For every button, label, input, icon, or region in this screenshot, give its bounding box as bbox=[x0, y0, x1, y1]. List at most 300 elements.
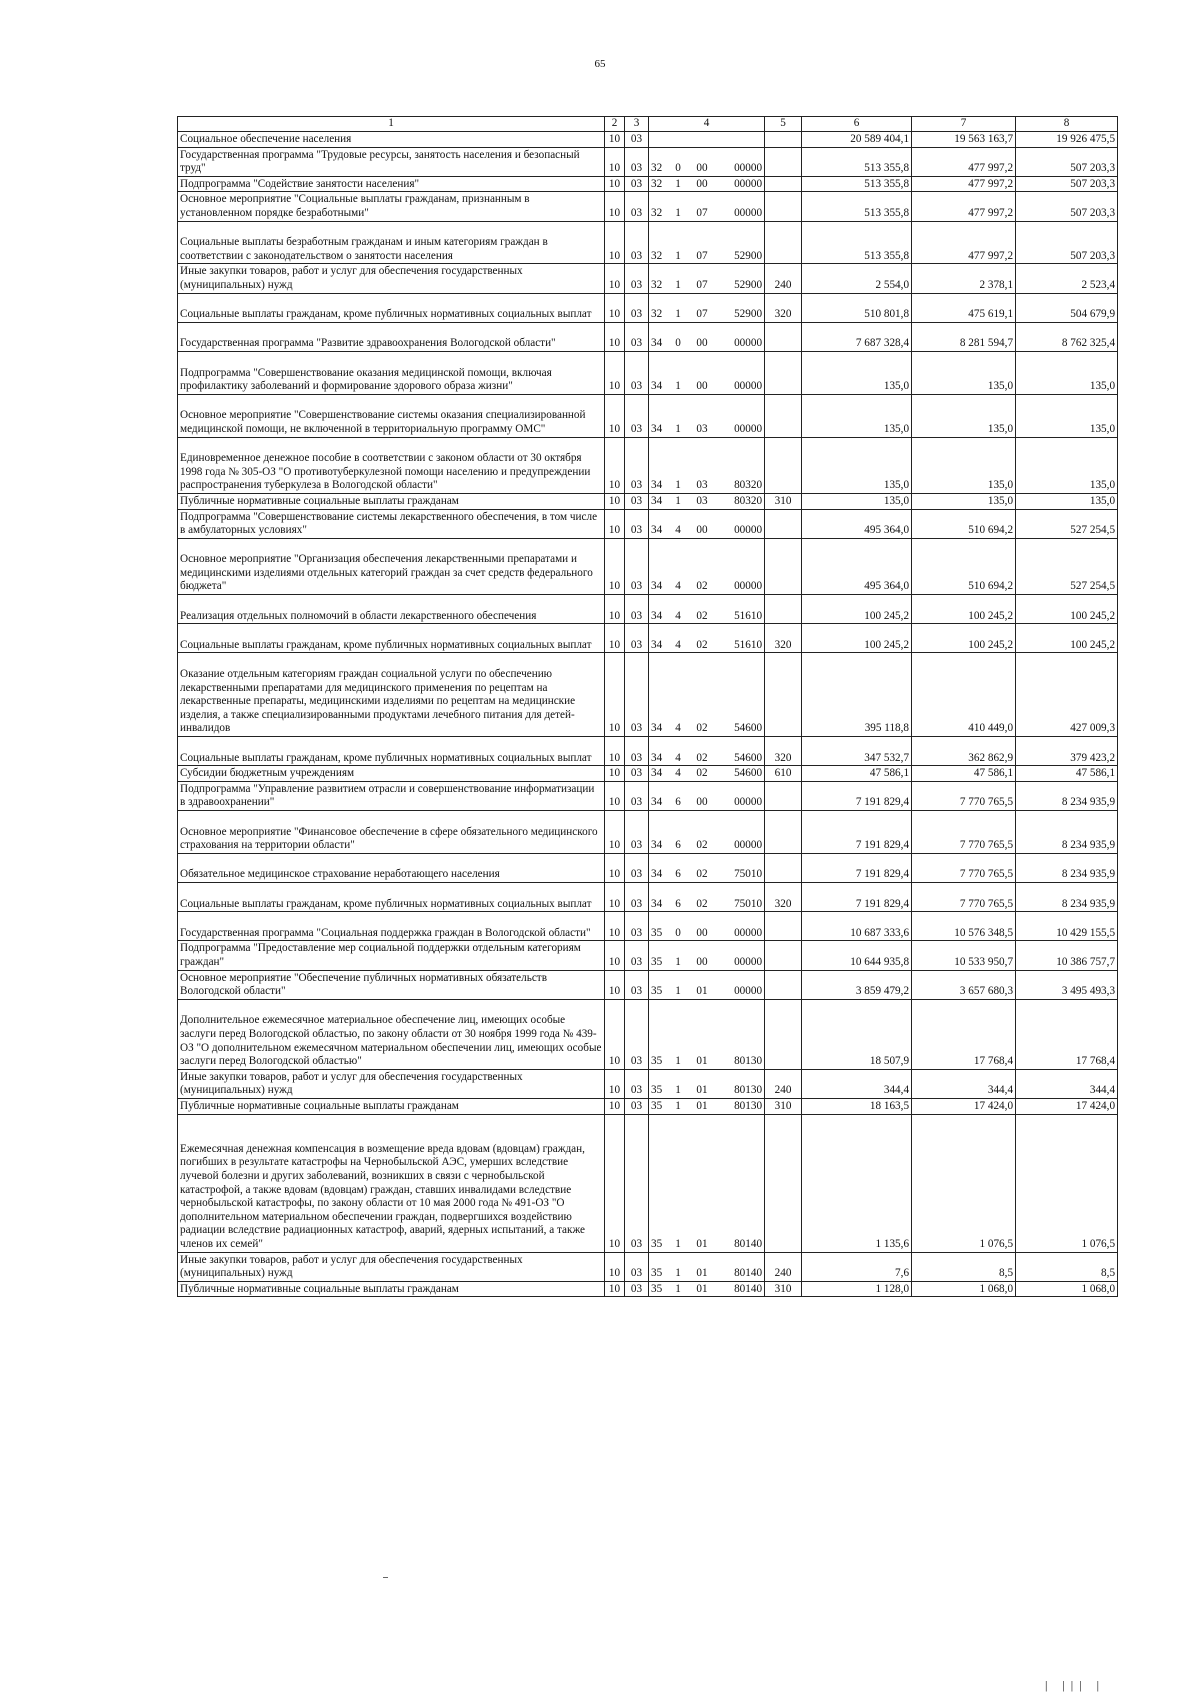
row-value-year1: 1 128,0 bbox=[802, 1281, 912, 1297]
row-value-year1: 510 801,8 bbox=[802, 293, 912, 322]
row-expense-type bbox=[765, 653, 802, 737]
row-value-year2: 135,0 bbox=[912, 351, 1016, 394]
row-subsection: 03 bbox=[625, 509, 649, 538]
row-name: Публичные нормативные социальные выплаты гражданам bbox=[178, 1098, 605, 1114]
row-expense-code: 00000 bbox=[718, 147, 765, 176]
row-expense-code: 00000 bbox=[718, 781, 765, 810]
row-expense-code: 75010 bbox=[718, 853, 765, 882]
row-subsection: 03 bbox=[625, 176, 649, 192]
row-expense-code: 51610 bbox=[718, 595, 765, 624]
row-value-year3: 1 068,0 bbox=[1016, 1281, 1118, 1297]
row-value-year2: 410 449,0 bbox=[912, 653, 1016, 737]
row-subprogram: 6 bbox=[670, 883, 687, 912]
row-value-year3: 10 386 757,7 bbox=[1016, 941, 1118, 970]
row-program bbox=[649, 132, 670, 148]
row-value-year3: 135,0 bbox=[1016, 351, 1118, 394]
row-value-year1: 2 554,0 bbox=[802, 264, 912, 293]
row-expense-type bbox=[765, 595, 802, 624]
row-subprogram: 1 bbox=[670, 176, 687, 192]
row-expense-type bbox=[765, 999, 802, 1069]
table-row bbox=[178, 737, 1118, 766]
row-program: 35 bbox=[649, 1252, 670, 1281]
row-program: 34 bbox=[649, 653, 670, 737]
row-expense-code: 52900 bbox=[718, 293, 765, 322]
row-subprogram: 6 bbox=[670, 811, 687, 854]
row-name: Иные закупки товаров, работ и услуг для обеспечения государственных (муниципальных) нужд bbox=[178, 264, 605, 293]
row-expense-type bbox=[765, 437, 802, 493]
table-row bbox=[178, 493, 1118, 509]
row-expense-type: 320 bbox=[765, 624, 802, 653]
row-section: 10 bbox=[605, 999, 625, 1069]
row-value-year2: 17 768,4 bbox=[912, 999, 1016, 1069]
row-value-year2: 477 997,2 bbox=[912, 221, 1016, 264]
row-direction: 00 bbox=[687, 941, 718, 970]
table-row bbox=[178, 970, 1118, 999]
row-value-year3: 8 234 935,9 bbox=[1016, 853, 1118, 882]
row-section: 10 bbox=[605, 132, 625, 148]
row-name: Ежемесячная денежная компенсация в возмещение вреда вдовам (вдовцам) граждан, погибших в результате катастрофы на Чернобыльской АЭС, умерших вследствие лучевой болезни и других заболеваний, возникших в связи с чернобыльской катастрофой, а также вдовам (вдовцам) граждан, ставших инвалидами вследствие чернобыльской катастрофы, по закону области от 10 мая 2000 года № 491-ОЗ "О дополнительном материальном обеспечении граждан, подвергшихся воздействию радиации вследствие радиационных катастроф, аварий, ядерных испытаний, а также членов их семей" bbox=[178, 1114, 605, 1252]
row-subsection: 03 bbox=[625, 883, 649, 912]
row-direction: 01 bbox=[687, 970, 718, 999]
row-value-year3: 507 203,3 bbox=[1016, 192, 1118, 221]
row-value-year1: 3 859 479,2 bbox=[802, 970, 912, 999]
row-expense-type: 320 bbox=[765, 883, 802, 912]
row-subsection: 03 bbox=[625, 538, 649, 594]
row-program: 34 bbox=[649, 766, 670, 782]
row-name: Социальное обеспечение населения bbox=[178, 132, 605, 148]
row-name: Иные закупки товаров, работ и услуг для обеспечения государственных (муниципальных) нужд bbox=[178, 1069, 605, 1098]
row-name: Оказание отдельным категориям граждан социальной услуги по обеспечению лекарственными препаратами для медицинского применения по рецептам на лекарственные препараты, медицинскими изделиями по рецептам на медицинские изделия, а также специализированными продуктами лечебного питания для детей-инвалидов bbox=[178, 653, 605, 737]
header-col-1: 1 bbox=[178, 117, 605, 132]
row-value-year1: 7,6 bbox=[802, 1252, 912, 1281]
row-direction: 02 bbox=[687, 653, 718, 737]
row-program: 34 bbox=[649, 394, 670, 437]
row-value-year3: 2 523,4 bbox=[1016, 264, 1118, 293]
row-name: Подпрограмма "Совершенствование системы лекарственного обеспечения, в том числе в амбулаторных условиях" bbox=[178, 509, 605, 538]
row-program: 34 bbox=[649, 322, 670, 351]
row-program: 35 bbox=[649, 970, 670, 999]
row-value-year1: 7 191 829,4 bbox=[802, 811, 912, 854]
row-value-year3: 504 679,9 bbox=[1016, 293, 1118, 322]
row-expense-type bbox=[765, 147, 802, 176]
row-section: 10 bbox=[605, 493, 625, 509]
row-subsection: 03 bbox=[625, 653, 649, 737]
row-program: 34 bbox=[649, 595, 670, 624]
row-subprogram: 1 bbox=[670, 1098, 687, 1114]
row-expense-code: 54600 bbox=[718, 766, 765, 782]
row-value-year2: 7 770 765,5 bbox=[912, 883, 1016, 912]
row-expense-code: 80320 bbox=[718, 437, 765, 493]
row-program: 34 bbox=[649, 853, 670, 882]
row-subprogram: 4 bbox=[670, 737, 687, 766]
row-expense-code: 00000 bbox=[718, 351, 765, 394]
row-value-year1: 7 191 829,4 bbox=[802, 781, 912, 810]
row-subprogram: 1 bbox=[670, 264, 687, 293]
row-subsection: 03 bbox=[625, 1114, 649, 1252]
row-program: 34 bbox=[649, 493, 670, 509]
table-row bbox=[178, 509, 1118, 538]
row-section: 10 bbox=[605, 147, 625, 176]
row-expense-type bbox=[765, 538, 802, 594]
row-value-year2: 135,0 bbox=[912, 394, 1016, 437]
row-section: 10 bbox=[605, 394, 625, 437]
row-subprogram: 0 bbox=[670, 322, 687, 351]
row-expense-type bbox=[765, 509, 802, 538]
header-col-8: 8 bbox=[1016, 117, 1118, 132]
row-section: 10 bbox=[605, 1252, 625, 1281]
row-subsection: 03 bbox=[625, 912, 649, 941]
row-subsection: 03 bbox=[625, 293, 649, 322]
row-expense-code: 00000 bbox=[718, 322, 765, 351]
row-subsection: 03 bbox=[625, 595, 649, 624]
row-value-year1: 7 191 829,4 bbox=[802, 883, 912, 912]
row-direction: 03 bbox=[687, 394, 718, 437]
row-value-year3: 135,0 bbox=[1016, 493, 1118, 509]
row-subsection: 03 bbox=[625, 1098, 649, 1114]
table-row bbox=[178, 1114, 1118, 1252]
row-subsection: 03 bbox=[625, 941, 649, 970]
row-value-year2: 19 563 163,7 bbox=[912, 132, 1016, 148]
row-name: Основное мероприятие "Организация обеспечения лекарственными препаратами и медицинскими изделиями отдельных категорий граждан за счет средств федерального бюджета" bbox=[178, 538, 605, 594]
row-section: 10 bbox=[605, 437, 625, 493]
row-subprogram: 0 bbox=[670, 912, 687, 941]
row-value-year2: 100 245,2 bbox=[912, 595, 1016, 624]
row-expense-code: 00000 bbox=[718, 970, 765, 999]
row-value-year3: 8 234 935,9 bbox=[1016, 811, 1118, 854]
row-subsection: 03 bbox=[625, 1069, 649, 1098]
row-value-year3: 135,0 bbox=[1016, 394, 1118, 437]
row-program: 32 bbox=[649, 147, 670, 176]
row-name: Основное мероприятие "Финансовое обеспечение в сфере обязательного медицинского страхования на территории области" bbox=[178, 811, 605, 854]
row-value-year3: 17 424,0 bbox=[1016, 1098, 1118, 1114]
row-subprogram: 4 bbox=[670, 653, 687, 737]
row-value-year1: 344,4 bbox=[802, 1069, 912, 1098]
row-value-year1: 100 245,2 bbox=[802, 595, 912, 624]
row-program: 32 bbox=[649, 293, 670, 322]
row-expense-code: 00000 bbox=[718, 394, 765, 437]
row-direction: 07 bbox=[687, 192, 718, 221]
row-name: Реализация отдельных полномочий в области лекарственного обеспечения bbox=[178, 595, 605, 624]
row-name: Государственная программа "Развитие здравоохранения Вологодской области" bbox=[178, 322, 605, 351]
row-subprogram: 1 bbox=[670, 1069, 687, 1098]
row-value-year1: 135,0 bbox=[802, 394, 912, 437]
row-section: 10 bbox=[605, 883, 625, 912]
row-program: 32 bbox=[649, 192, 670, 221]
row-direction: 00 bbox=[687, 509, 718, 538]
row-value-year2: 47 586,1 bbox=[912, 766, 1016, 782]
row-subsection: 03 bbox=[625, 737, 649, 766]
row-value-year2: 477 997,2 bbox=[912, 192, 1016, 221]
row-value-year2: 510 694,2 bbox=[912, 538, 1016, 594]
row-name: Социальные выплаты гражданам, кроме публичных нормативных социальных выплат bbox=[178, 624, 605, 653]
row-expense-type bbox=[765, 176, 802, 192]
row-program: 35 bbox=[649, 1098, 670, 1114]
table-row bbox=[178, 176, 1118, 192]
row-expense-type: 240 bbox=[765, 1252, 802, 1281]
row-direction: 01 bbox=[687, 1281, 718, 1297]
row-name: Подпрограмма "Предоставление мер социальной поддержки отдельным категориям граждан" bbox=[178, 941, 605, 970]
row-program: 34 bbox=[649, 781, 670, 810]
row-subsection: 03 bbox=[625, 132, 649, 148]
row-direction: 00 bbox=[687, 351, 718, 394]
row-value-year3: 8 234 935,9 bbox=[1016, 781, 1118, 810]
row-expense-code: 80140 bbox=[718, 1114, 765, 1252]
row-value-year2: 362 862,9 bbox=[912, 737, 1016, 766]
row-direction: 00 bbox=[687, 912, 718, 941]
row-expense-code: 00000 bbox=[718, 192, 765, 221]
row-name: Социальные выплаты гражданам, кроме публичных нормативных социальных выплат bbox=[178, 737, 605, 766]
row-value-year3: 379 423,2 bbox=[1016, 737, 1118, 766]
row-expense-type bbox=[765, 912, 802, 941]
row-value-year3: 8,5 bbox=[1016, 1252, 1118, 1281]
row-name: Государственная программа "Социальная поддержка граждан в Вологодской области" bbox=[178, 912, 605, 941]
table-row bbox=[178, 853, 1118, 882]
row-direction bbox=[687, 132, 718, 148]
row-value-year3: 135,0 bbox=[1016, 437, 1118, 493]
row-subsection: 03 bbox=[625, 853, 649, 882]
row-value-year2: 10 533 950,7 bbox=[912, 941, 1016, 970]
row-name: Основное мероприятие "Обеспечение публичных нормативных обязательств Вологодской области" bbox=[178, 970, 605, 999]
row-expense-type bbox=[765, 1114, 802, 1252]
table-row bbox=[178, 437, 1118, 493]
row-name: Публичные нормативные социальные выплаты гражданам bbox=[178, 493, 605, 509]
row-subprogram: 4 bbox=[670, 509, 687, 538]
row-section: 10 bbox=[605, 509, 625, 538]
row-value-year1: 513 355,8 bbox=[802, 147, 912, 176]
row-expense-code: 80140 bbox=[718, 1252, 765, 1281]
row-program: 34 bbox=[649, 811, 670, 854]
row-program: 34 bbox=[649, 737, 670, 766]
table-row bbox=[178, 264, 1118, 293]
row-value-year2: 17 424,0 bbox=[912, 1098, 1016, 1114]
row-name: Подпрограмма "Содействие занятости населения" bbox=[178, 176, 605, 192]
row-section: 10 bbox=[605, 1281, 625, 1297]
header-col-3: 3 bbox=[625, 117, 649, 132]
scan-marks: | ||| | bbox=[1045, 1678, 1106, 1692]
row-program: 35 bbox=[649, 1069, 670, 1098]
row-section: 10 bbox=[605, 941, 625, 970]
row-value-year1: 10 644 935,8 bbox=[802, 941, 912, 970]
table-row bbox=[178, 322, 1118, 351]
row-subprogram: 1 bbox=[670, 394, 687, 437]
row-direction: 03 bbox=[687, 437, 718, 493]
row-section: 10 bbox=[605, 351, 625, 394]
table-row bbox=[178, 538, 1118, 594]
row-direction: 03 bbox=[687, 493, 718, 509]
row-subprogram: 1 bbox=[670, 351, 687, 394]
row-expense-type bbox=[765, 970, 802, 999]
row-expense-type bbox=[765, 781, 802, 810]
row-subprogram: 1 bbox=[670, 1114, 687, 1252]
row-name: Дополнительное ежемесячное материальное обеспечение лиц, имеющих особые заслуги перед Вологодской областью, по закону области от 30 ноября 1999 года № 439-ОЗ "О дополнительном ежемесячном материальном обеспечении лиц, имеющих особые заслуги перед Вологодской областью" bbox=[178, 999, 605, 1069]
row-subsection: 03 bbox=[625, 351, 649, 394]
row-section: 10 bbox=[605, 192, 625, 221]
row-subsection: 03 bbox=[625, 394, 649, 437]
row-expense-type bbox=[765, 941, 802, 970]
table-row bbox=[178, 941, 1118, 970]
row-subprogram: 1 bbox=[670, 293, 687, 322]
row-value-year3: 527 254,5 bbox=[1016, 509, 1118, 538]
row-name: Основное мероприятие "Социальные выплаты гражданам, признанным в установленном порядке безработными" bbox=[178, 192, 605, 221]
row-value-year1: 135,0 bbox=[802, 493, 912, 509]
row-value-year2: 1 068,0 bbox=[912, 1281, 1016, 1297]
row-expense-code: 52900 bbox=[718, 221, 765, 264]
row-program: 35 bbox=[649, 1114, 670, 1252]
row-value-year1: 513 355,8 bbox=[802, 221, 912, 264]
row-value-year3: 10 429 155,5 bbox=[1016, 912, 1118, 941]
row-value-year2: 10 576 348,5 bbox=[912, 912, 1016, 941]
row-subprogram: 1 bbox=[670, 999, 687, 1069]
row-direction: 01 bbox=[687, 1114, 718, 1252]
row-value-year2: 510 694,2 bbox=[912, 509, 1016, 538]
table-row bbox=[178, 595, 1118, 624]
row-value-year1: 7 687 328,4 bbox=[802, 322, 912, 351]
row-value-year2: 100 245,2 bbox=[912, 624, 1016, 653]
table-row bbox=[178, 781, 1118, 810]
row-subprogram: 6 bbox=[670, 781, 687, 810]
row-subsection: 03 bbox=[625, 192, 649, 221]
table-row bbox=[178, 1252, 1118, 1281]
row-direction: 00 bbox=[687, 322, 718, 351]
table-row bbox=[178, 351, 1118, 394]
row-value-year2: 8 281 594,7 bbox=[912, 322, 1016, 351]
scan-dash bbox=[383, 1577, 388, 1578]
row-direction: 02 bbox=[687, 883, 718, 912]
row-expense-code: 80130 bbox=[718, 999, 765, 1069]
row-subsection: 03 bbox=[625, 781, 649, 810]
row-value-year2: 477 997,2 bbox=[912, 147, 1016, 176]
row-subprogram: 1 bbox=[670, 970, 687, 999]
row-program: 34 bbox=[649, 624, 670, 653]
row-subprogram: 4 bbox=[670, 624, 687, 653]
page-number: 65 bbox=[594, 58, 606, 70]
table-row bbox=[178, 1098, 1118, 1114]
table-row bbox=[178, 883, 1118, 912]
row-expense-type: 240 bbox=[765, 264, 802, 293]
row-expense-type bbox=[765, 351, 802, 394]
row-subsection: 03 bbox=[625, 493, 649, 509]
row-name: Подпрограмма "Управление развитием отрасли и совершенствование информатизации в здравоохранении" bbox=[178, 781, 605, 810]
row-value-year1: 7 191 829,4 bbox=[802, 853, 912, 882]
row-subprogram: 4 bbox=[670, 766, 687, 782]
row-name: Социальные выплаты гражданам, кроме публичных нормативных социальных выплат bbox=[178, 883, 605, 912]
row-section: 10 bbox=[605, 970, 625, 999]
row-section: 10 bbox=[605, 595, 625, 624]
row-expense-type bbox=[765, 853, 802, 882]
row-value-year1: 47 586,1 bbox=[802, 766, 912, 782]
header-row bbox=[178, 117, 1118, 132]
table-row bbox=[178, 811, 1118, 854]
row-section: 10 bbox=[605, 322, 625, 351]
table-row bbox=[178, 293, 1118, 322]
table-row bbox=[178, 766, 1118, 782]
row-expense-type: 320 bbox=[765, 293, 802, 322]
row-subprogram: 1 bbox=[670, 437, 687, 493]
table-row bbox=[178, 999, 1118, 1069]
row-expense-code: 54600 bbox=[718, 653, 765, 737]
row-section: 10 bbox=[605, 737, 625, 766]
row-program: 32 bbox=[649, 264, 670, 293]
row-expense-code: 51610 bbox=[718, 624, 765, 653]
row-value-year2: 135,0 bbox=[912, 437, 1016, 493]
row-name: Государственная программа "Трудовые ресурсы, занятость населения и безопасный труд" bbox=[178, 147, 605, 176]
row-direction: 01 bbox=[687, 999, 718, 1069]
row-program: 34 bbox=[649, 538, 670, 594]
row-expense-type bbox=[765, 322, 802, 351]
row-value-year1: 495 364,0 bbox=[802, 538, 912, 594]
table-row bbox=[178, 912, 1118, 941]
table-row bbox=[178, 1281, 1118, 1297]
row-name: Подпрограмма "Совершенствование оказания медицинской помощи, включая профилактику заболеваний и формирование здорового образа жизни" bbox=[178, 351, 605, 394]
row-expense-type bbox=[765, 221, 802, 264]
row-expense-type: 310 bbox=[765, 1098, 802, 1114]
row-value-year1: 10 687 333,6 bbox=[802, 912, 912, 941]
row-value-year2: 344,4 bbox=[912, 1069, 1016, 1098]
row-value-year1: 18 507,9 bbox=[802, 999, 912, 1069]
header-col-4: 4 bbox=[649, 117, 765, 132]
row-section: 10 bbox=[605, 653, 625, 737]
row-name: Субсидии бюджетным учреждениям bbox=[178, 766, 605, 782]
row-expense-type bbox=[765, 811, 802, 854]
row-program: 34 bbox=[649, 437, 670, 493]
row-subsection: 03 bbox=[625, 437, 649, 493]
row-expense-type: 310 bbox=[765, 1281, 802, 1297]
row-program: 35 bbox=[649, 1281, 670, 1297]
row-subprogram: 1 bbox=[670, 221, 687, 264]
row-value-year1: 513 355,8 bbox=[802, 176, 912, 192]
row-value-year3: 507 203,3 bbox=[1016, 147, 1118, 176]
row-value-year3: 100 245,2 bbox=[1016, 595, 1118, 624]
row-name: Единовременное денежное пособие в соответствии с законом области от 30 октября 1998 года № 305-ОЗ "О противотуберкулезной помощи населению и предупреждении распространения туберкулеза в Вологодской области" bbox=[178, 437, 605, 493]
row-program: 34 bbox=[649, 883, 670, 912]
header-col-7: 7 bbox=[912, 117, 1016, 132]
table-row bbox=[178, 653, 1118, 737]
row-name: Публичные нормативные социальные выплаты гражданам bbox=[178, 1281, 605, 1297]
row-program: 35 bbox=[649, 941, 670, 970]
table-row bbox=[178, 221, 1118, 264]
row-expense-code: 54600 bbox=[718, 737, 765, 766]
row-value-year2: 7 770 765,5 bbox=[912, 853, 1016, 882]
row-expense-code: 80320 bbox=[718, 493, 765, 509]
row-direction: 00 bbox=[687, 147, 718, 176]
row-direction: 02 bbox=[687, 595, 718, 624]
row-value-year1: 135,0 bbox=[802, 351, 912, 394]
table-row bbox=[178, 1069, 1118, 1098]
row-value-year1: 100 245,2 bbox=[802, 624, 912, 653]
row-subprogram: 1 bbox=[670, 1252, 687, 1281]
row-subprogram: 1 bbox=[670, 192, 687, 221]
row-value-year2: 135,0 bbox=[912, 493, 1016, 509]
row-expense-code: 80130 bbox=[718, 1069, 765, 1098]
row-subsection: 03 bbox=[625, 264, 649, 293]
row-value-year3: 344,4 bbox=[1016, 1069, 1118, 1098]
row-value-year3: 8 762 325,4 bbox=[1016, 322, 1118, 351]
row-section: 10 bbox=[605, 811, 625, 854]
row-section: 10 bbox=[605, 221, 625, 264]
row-expense-code: 00000 bbox=[718, 176, 765, 192]
row-expense-type bbox=[765, 394, 802, 437]
row-subsection: 03 bbox=[625, 624, 649, 653]
row-section: 10 bbox=[605, 264, 625, 293]
row-subprogram: 4 bbox=[670, 538, 687, 594]
row-value-year1: 1 135,6 bbox=[802, 1114, 912, 1252]
row-expense-code: 80140 bbox=[718, 1281, 765, 1297]
row-name: Обязательное медицинское страхование неработающего населения bbox=[178, 853, 605, 882]
row-value-year2: 7 770 765,5 bbox=[912, 811, 1016, 854]
row-value-year1: 18 163,5 bbox=[802, 1098, 912, 1114]
row-direction: 00 bbox=[687, 781, 718, 810]
row-expense-type: 240 bbox=[765, 1069, 802, 1098]
